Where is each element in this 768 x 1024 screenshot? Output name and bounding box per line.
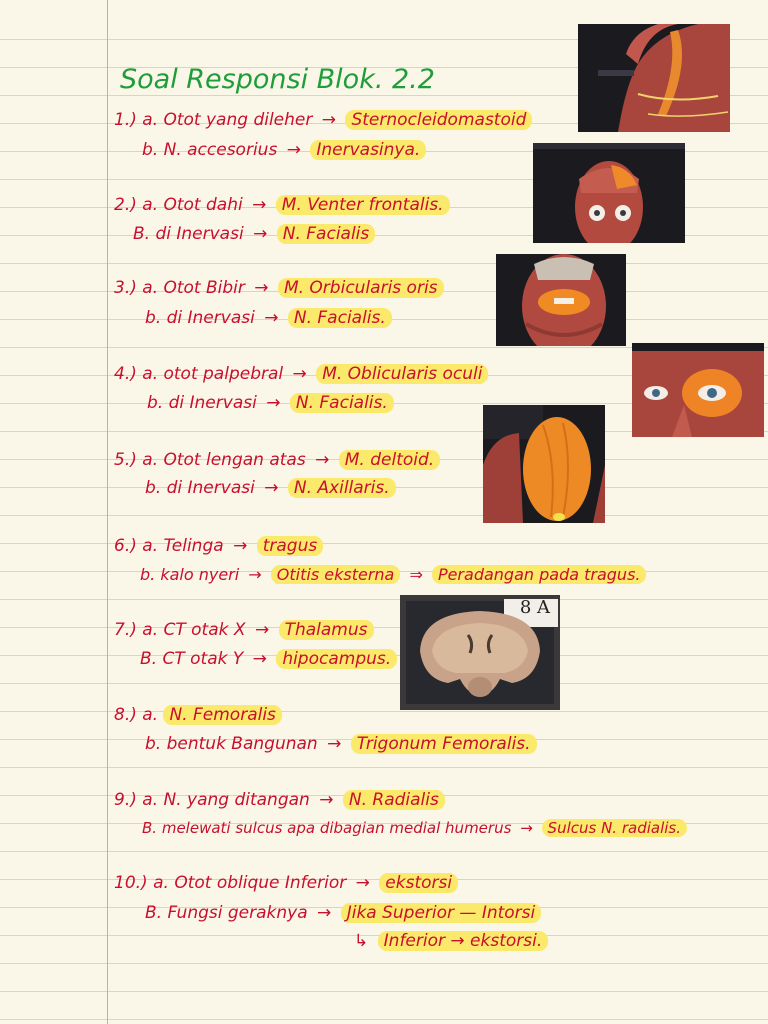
deltoid-anatomy-image — [483, 405, 605, 523]
q1-line-b — [142, 140, 426, 160]
q9-answer: N. Radialis — [343, 790, 445, 810]
q1-number: 1.) a. — [114, 110, 159, 130]
arrow-icon: → — [266, 393, 281, 413]
neck-anatomy-image — [578, 24, 730, 132]
q1-sub-question: b. N. accesorius — [142, 140, 278, 160]
arrow-icon: → — [292, 364, 307, 384]
q3-line-a — [114, 278, 444, 298]
orbicularis-oris-anatomy-image — [496, 254, 626, 346]
arrow-icon: → — [264, 478, 279, 498]
double-arrow-icon: ⇒ — [409, 565, 423, 584]
q3-number: 3.) a. — [114, 278, 159, 298]
q1-question: Otot yang dileher — [163, 110, 313, 130]
notebook-margin-line — [107, 0, 108, 1024]
orbicularis-oculi-anatomy-image — [632, 343, 764, 437]
q5-line-a — [114, 450, 440, 470]
arrow-icon: → — [327, 734, 342, 754]
q2-line-a — [114, 195, 450, 215]
q4-line-b — [147, 393, 394, 413]
q9-question: N. yang ditangan — [163, 790, 310, 810]
q5-line-b — [145, 478, 396, 498]
arrow-icon: → — [286, 140, 301, 160]
q8-sub-question: b. bentuk Bangunan — [145, 734, 318, 754]
arrow-icon: → — [252, 649, 267, 669]
q1-sub-answer: Inervasinya. — [310, 140, 426, 160]
q8-line-b — [145, 734, 537, 754]
q10-sub-answer-2: Inferior → ekstorsi. — [378, 931, 549, 951]
arrow-icon: → — [317, 903, 332, 923]
q6-line-b — [140, 565, 646, 584]
brain-section-label: 8 A — [519, 597, 550, 618]
page-title: Soal Responsi Blok. 2.2 — [120, 64, 435, 95]
q8-answer: N. Femoralis — [163, 705, 281, 725]
q2-answer: M. Venter frontalis. — [276, 195, 450, 215]
q9-sub-question: B. melewati sulcus apa dibagian medial humerus — [142, 819, 512, 837]
q6-question: Telinga — [163, 536, 224, 556]
arrow-icon: → — [253, 224, 268, 244]
frontalis-anatomy-image — [533, 143, 685, 243]
q4-sub-answer: N. Facialis. — [290, 393, 394, 413]
q4-sub-question: b. di Inervasi — [147, 393, 257, 413]
arrow-icon: → — [319, 790, 334, 810]
arrow-icon: → — [520, 819, 533, 837]
q4-line-a — [114, 364, 488, 384]
q5-sub-question: b. di Inervasi — [145, 478, 255, 498]
arrow-icon: → — [355, 873, 370, 893]
q8-number: 8.) a. — [114, 705, 159, 725]
q2-line-b — [133, 224, 375, 244]
q7-number: 7.) a. — [114, 620, 159, 640]
q7-line-a — [114, 620, 374, 640]
q10-line-a — [114, 873, 458, 893]
q10-number: 10.) a. — [114, 873, 169, 893]
q7-question: CT otak X — [163, 620, 246, 640]
q4-answer: M. Oblicularis oculi — [316, 364, 488, 384]
q8-sub-answer: Trigonum Femoralis. — [351, 734, 537, 754]
brain-section-image — [400, 595, 560, 710]
q6-sub-answer-2: Peradangan pada tragus. — [432, 565, 647, 584]
arrow-icon: → — [254, 620, 270, 640]
q10-sub-answer: Jika Superior — Intorsi — [341, 903, 542, 923]
corner-arrow-icon: ↳ — [354, 931, 369, 951]
arrow-icon: → — [315, 450, 330, 470]
q2-number: 2.) a. — [114, 195, 159, 215]
q8-line-a — [114, 705, 282, 725]
q10-question: Otot oblique Inferior — [174, 873, 347, 893]
q1-line-a — [114, 110, 532, 130]
q2-question: Otot dahi — [163, 195, 243, 215]
q2-sub-question: B. di Inervasi — [133, 224, 244, 244]
q3-sub-question: b. di Inervasi — [145, 308, 255, 328]
q10-answer: ekstorsi — [379, 873, 458, 893]
q5-number: 5.) a. — [114, 450, 159, 470]
q2-sub-answer: N. Facialis — [277, 224, 376, 244]
q3-question: Otot Bibir — [163, 278, 245, 298]
q10-sub-question: B. Fungsi geraknya — [145, 903, 308, 923]
q5-answer: M. deltoid. — [339, 450, 440, 470]
arrow-icon: → — [321, 110, 337, 130]
q3-line-b — [145, 308, 392, 328]
q7-answer: Thalamus — [279, 620, 374, 640]
q6-line-a — [114, 536, 323, 556]
arrow-icon: → — [252, 195, 267, 215]
q9-sub-answer: Sulcus N. radialis. — [542, 819, 687, 837]
arrow-icon: → — [248, 565, 262, 584]
q1-answer: Sternocleidomastoid — [345, 110, 532, 130]
q7-line-b — [140, 649, 397, 669]
q6-answer: tragus — [257, 536, 324, 556]
q9-number: 9.) a. — [114, 790, 159, 810]
q7-sub-question: B. CT otak Y — [140, 649, 244, 669]
q7-sub-answer: hipocampus. — [276, 649, 397, 669]
arrow-icon: → — [254, 278, 269, 298]
arrow-icon: → — [264, 308, 279, 328]
q6-sub-question: b. kalo nyeri — [140, 565, 240, 584]
q6-number: 6.) a. — [114, 536, 159, 556]
q9-line-b — [142, 819, 687, 837]
q3-sub-answer: N. Facialis. — [288, 308, 392, 328]
q10-line-b — [145, 903, 541, 923]
q10-line-c — [350, 931, 548, 951]
q9-line-a — [114, 790, 445, 810]
q5-question: Otot lengan atas — [163, 450, 306, 470]
q5-sub-answer: N. Axillaris. — [288, 478, 396, 498]
q3-answer: M. Orbicularis oris — [278, 278, 444, 298]
q6-sub-answer: Otitis eksterna — [271, 565, 401, 584]
q4-number: 4.) a. — [114, 364, 159, 384]
arrow-icon: → — [233, 536, 248, 556]
q4-question: otot palpebral — [163, 364, 284, 384]
